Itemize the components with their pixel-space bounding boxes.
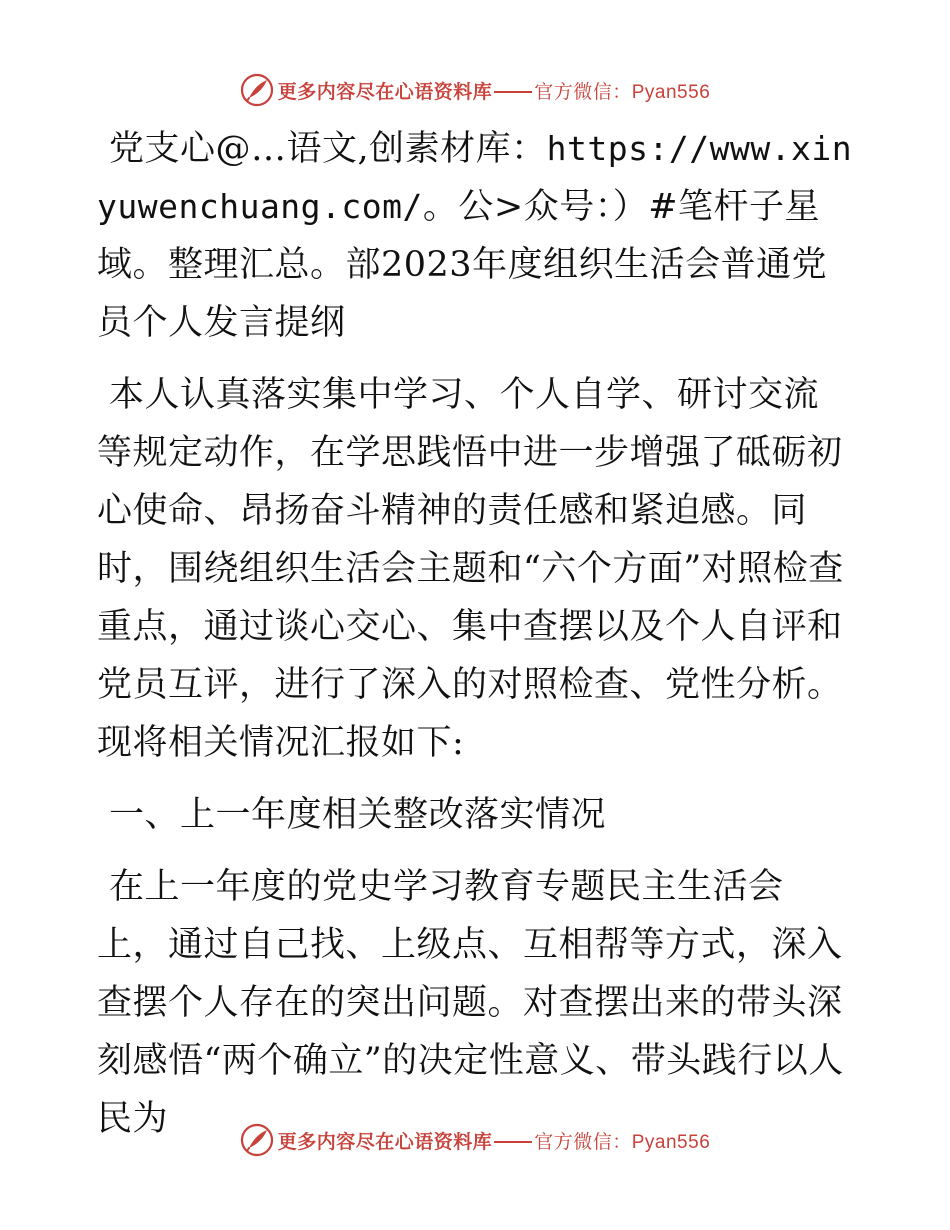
title-part1: 党支心@…语文,创素材库： [109,129,547,169]
watermark-text [278,77,711,104]
watermark-sub: 官方微信： [534,1130,632,1153]
watermark-dash [494,1141,532,1143]
watermark-wechat-id: Pyan556 [631,1131,711,1153]
watermark-wechat-id: Pyan556 [631,81,711,103]
quill-logo-icon [240,1123,274,1157]
quill-logo-icon [240,73,274,107]
section-heading: 一、上一年度相关整改落实情况 [109,795,607,835]
title-part2: 。公>众号：）#笔杆子星域。整理汇总。部2023年度组织生活会普通党员个人发言提纲 [97,187,828,343]
paragraph-title [97,120,853,352]
watermark-banner-top [0,68,950,112]
watermark-main: 更多内容尽在心语资料库 [277,80,493,103]
paragraph-intro: 本人认真落实集中学习、个人自学、研讨交流等规定动作，在学思践悟中进一步增强了砥砺初心使命、昂扬奋斗精神的责任感和紧迫感。同时，围绕组织生活会主题和“六个方面”对照检查重点，通过谈心交心、集中查摆以及个人自评和党员互评，进行了深入的对照检查、党性分析。现将相关情况汇报如下: [97,375,844,763]
watermark-dash [494,91,532,93]
document-body [97,120,853,1148]
watermark-text [278,1127,711,1154]
watermark-sub: 官方微信： [534,80,632,103]
source-url: https://www.xinyuwenchuang.com/ [97,129,853,226]
watermark-main: 更多内容尽在心语资料库 [277,1130,493,1153]
paragraph-body: 在上一年度的党史学习教育专题民主生活会上，通过自己找、上级点、互相帮等方式，深入查摆个人存在的突出问题。对查摆出来的带头深刻感悟“两个确立”的决定性意义、带头践行以人民为 [97,867,844,1139]
watermark-banner-bottom [0,1118,950,1162]
